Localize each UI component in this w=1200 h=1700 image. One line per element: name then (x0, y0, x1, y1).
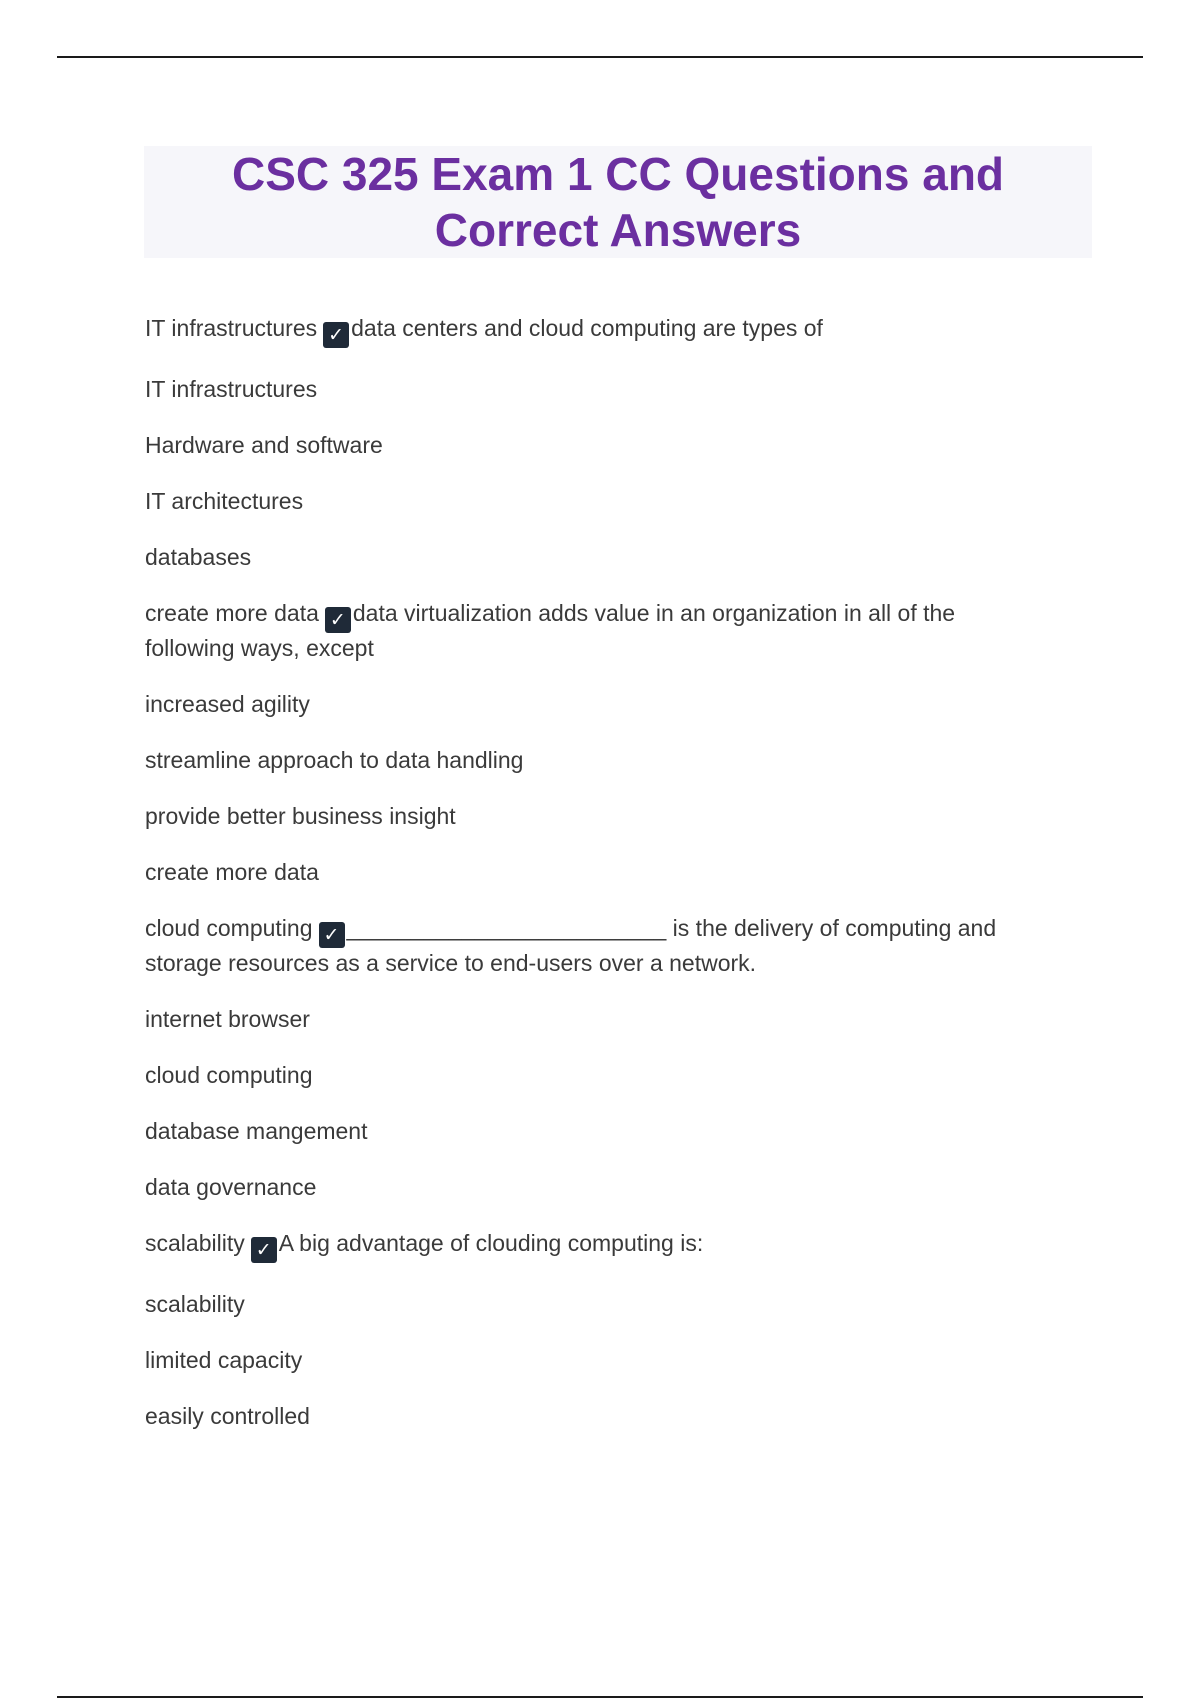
check-box-icon: ✓ (251, 1237, 277, 1263)
option-item: data governance (145, 1174, 317, 1200)
check-box-icon: ✓ (323, 322, 349, 348)
option-item: easily controlled (145, 1403, 310, 1429)
qa-item (145, 598, 1045, 887)
option-item: Hardware and software (145, 432, 383, 458)
answer-text: scalability (145, 1230, 245, 1256)
option-item: limited capacity (145, 1347, 303, 1373)
option-item: IT infrastructures (145, 376, 318, 402)
title-banner (144, 146, 1092, 258)
question-text: data centers and cloud computing are types of (351, 315, 823, 341)
header-rule (57, 56, 1143, 58)
check-box-icon: ✓ (325, 607, 351, 633)
option-item: database mangement (145, 1118, 368, 1144)
page-title: CSC 325 Exam 1 CC Questions and Correct Answers (231, 148, 1005, 256)
option-item: scalability (145, 1291, 245, 1317)
question-text: data virtualization adds value in an organization in all of the following ways, except (145, 600, 956, 661)
question-line (145, 913, 1045, 978)
question-line (145, 313, 1045, 348)
answer-text: IT infrastructures (145, 315, 318, 341)
qa-item (145, 913, 1045, 1202)
question-line (145, 598, 1045, 663)
option-item: streamline approach to data handling (145, 747, 524, 773)
question-text: _________________________ is the delivery of computing and storage resources as a service to end-users over a network. (145, 915, 997, 976)
option-item: IT architectures (145, 488, 304, 514)
check-box-icon: ✓ (319, 922, 345, 948)
option-item: cloud computing (145, 1062, 313, 1088)
option-item: databases (145, 544, 252, 570)
qa-list (145, 313, 1045, 1457)
qa-item (145, 1228, 1045, 1431)
footer-rule (57, 1696, 1143, 1698)
option-item: increased agility (145, 691, 310, 717)
option-item: internet browser (145, 1006, 310, 1032)
answer-text: create more data (145, 600, 319, 626)
answer-text: cloud computing (145, 915, 313, 941)
question-text: A big advantage of clouding computing is: (278, 1230, 704, 1256)
qa-item (145, 313, 1045, 572)
option-item: create more data (145, 859, 319, 885)
question-line (145, 1228, 1045, 1263)
option-item: provide better business insight (145, 803, 456, 829)
